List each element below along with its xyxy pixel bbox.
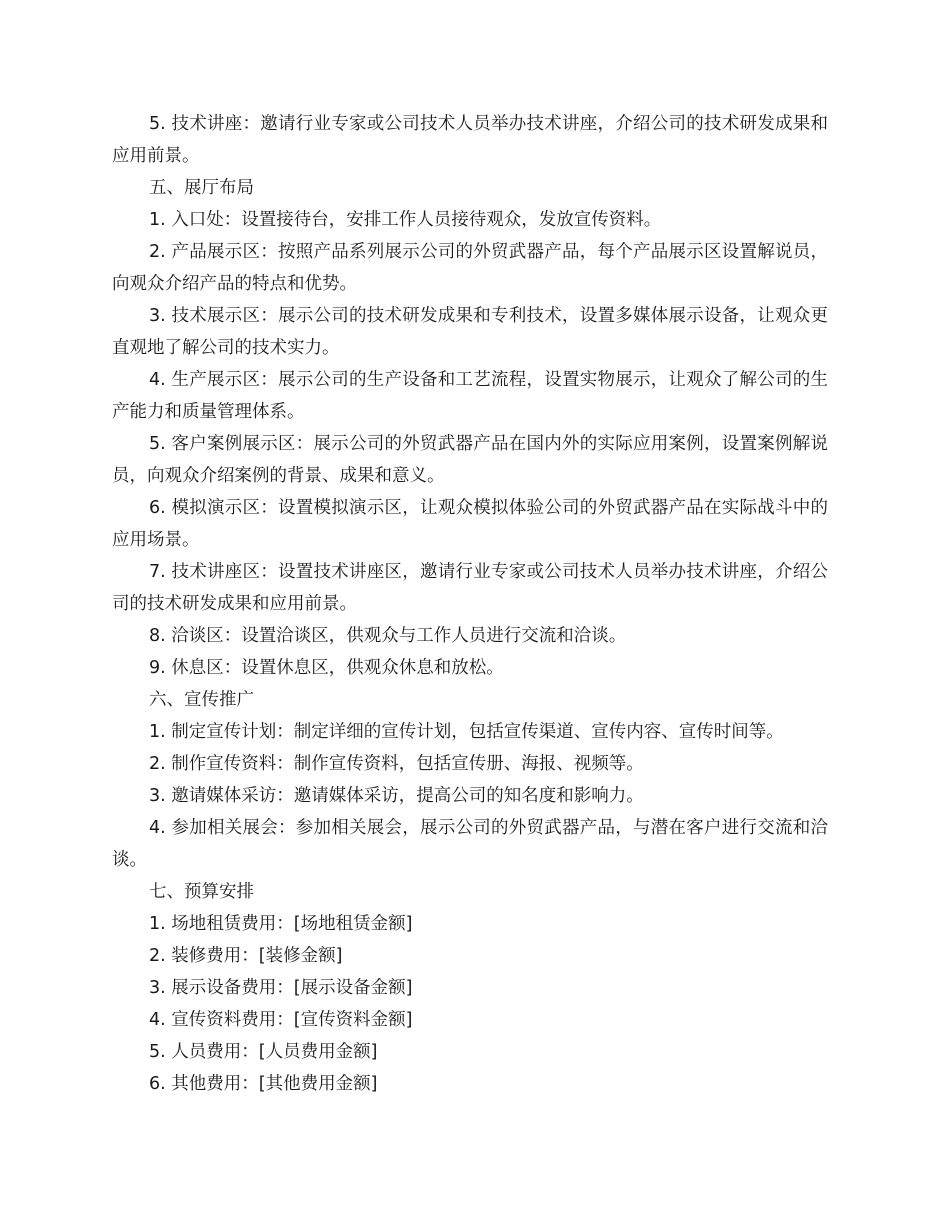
item-tech-display: 3. 技术展示区：展示公司的技术研发成果和专利技术，设置多媒体展示设备，让观众更直观地了解公司的技术实力。: [112, 306, 828, 358]
item-customer-cases: 5. 客户案例展示区：展示公司的外贸武器产品在国内外的实际应用案例，设置案例解说员，向观众介绍案例的背景、成果和意义。: [112, 434, 828, 486]
section-heading-hall-layout: 五、展厅布局: [149, 178, 254, 198]
section-heading-promotion: 六、宣传推广: [149, 690, 254, 710]
budget-display-equipment: 3. 展示设备费用：[展示设备金额]: [149, 978, 413, 998]
item-tech-lecture: 5. 技术讲座：邀请行业专家或公司技术人员举办技术讲座，介绍公司的技术研发成果和应用前景。: [112, 114, 828, 166]
budget-personnel: 5. 人员费用：[人员费用金额]: [149, 1042, 378, 1062]
budget-venue-rental: 1. 场地租赁费用：[场地租赁金额]: [149, 914, 413, 934]
item-negotiation-area: 8. 洽谈区：设置洽谈区，供观众与工作人员进行交流和洽谈。: [149, 626, 627, 646]
item-promotion-materials: 2. 制作宣传资料：制作宣传资料，包括宣传册、海报、视频等。: [149, 754, 644, 774]
item-simulation-demo: 6. 模拟演示区：设置模拟演示区，让观众模拟体验公司的外贸武器产品在实际战斗中的应用场景。: [112, 498, 828, 550]
item-production-display: 4. 生产展示区：展示公司的生产设备和工艺流程，设置实物展示，让观众了解公司的生产能力和质量管理体系。: [112, 370, 828, 422]
budget-promotion-materials: 4. 宣传资料费用：[宣传资料金额]: [149, 1010, 413, 1030]
item-lecture-area: 7. 技术讲座区：设置技术讲座区，邀请行业专家或公司技术人员举办技术讲座，介绍公司的技术研发成果和应用前景。: [112, 562, 828, 614]
item-rest-area: 9. 休息区：设置休息区，供观众休息和放松。: [149, 658, 504, 678]
item-media-interview: 3. 邀请媒体采访：邀请媒体采访，提高公司的知名度和影响力。: [149, 786, 644, 806]
item-promotion-plan: 1. 制定宣传计划：制定详细的宣传计划，包括宣传渠道、宣传内容、宣传时间等。: [149, 722, 784, 742]
budget-other: 6. 其他费用：[其他费用金额]: [149, 1074, 378, 1094]
section-heading-budget: 七、预算安排: [149, 882, 254, 902]
document-body: [112, 108, 828, 1100]
item-related-exhibitions: 4. 参加相关展会：参加相关展会，展示公司的外贸武器产品，与潜在客户进行交流和洽谈。: [112, 818, 828, 870]
item-entrance: 1. 入口处：设置接待台，安排工作人员接待观众，发放宣传资料。: [149, 210, 662, 230]
item-product-display: 2. 产品展示区：按照产品系列展示公司的外贸武器产品，每个产品展示区设置解说员，向观众介绍产品的特点和优势。: [112, 242, 828, 294]
budget-decoration: 2. 装修费用：[装修金额]: [149, 946, 343, 966]
